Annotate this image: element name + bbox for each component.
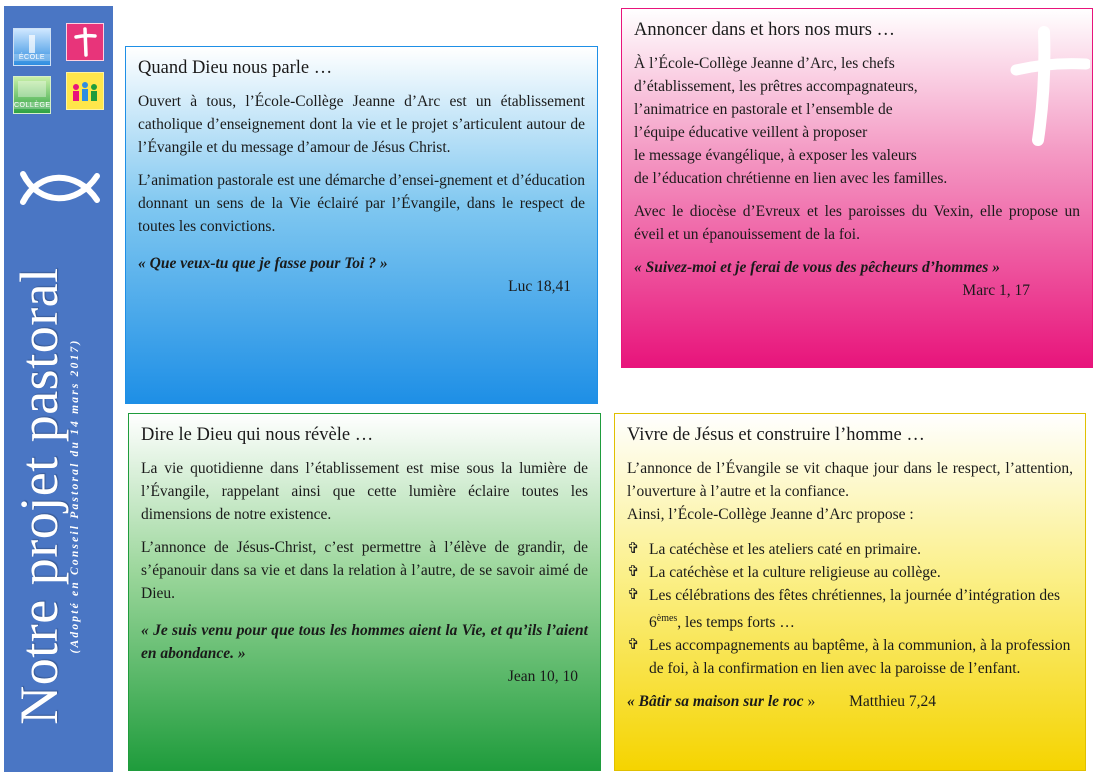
section-title: Quand Dieu nous parle … [138,58,333,78]
cross-logo [66,23,104,61]
bible-reference: Luc 18,41 [508,278,571,295]
bible-quote: « Je suis venu pour que tous les hommes aient la Vie, et qu’ils l’aient en abondance. » [141,622,588,662]
section-paragraph: L’annonce de Jésus-Christ, c’est permettre à l’élève de grandir, de s’épanouir dans sa vie et dans la relation à l’autre, de se savoir aimé de Dieu. [141,539,588,602]
list-item-text: La catéchèse et les ateliers caté en primaire. [649,541,921,558]
page-subtitle: (Adopté en Conseil Pastoral du 14 mars 2017) [69,338,81,654]
section-paragraph: La vie quotidienne dans l’établissement est mise sous la lumière de l’Évangile, rappelant ainsi que cette lumière éclaire toutes les dimensions de notre existence. [141,460,588,523]
paragraph-line: À l’École-Collège Jeanne d’Arc, les chefs [634,55,895,72]
section-paragraph: Ainsi, l’École-Collège Jeanne d’Arc propose : [627,506,914,523]
section-quand-dieu-nous-parle [125,46,598,404]
section-paragraph: Ouvert à tous, l’École-Collège Jeanne d’Arc est un établissement catholique d’enseignement dont la vie et le projet s’articulent autour de l’Évangile et du message d’amour de Jésus Christ. [138,93,585,156]
list-item-text-tail: , les temps forts … [677,614,795,632]
children-icon [67,73,103,109]
section-title: Vivre de Jésus et construire l’homme … [627,425,925,445]
activities-list [627,538,1073,680]
bible-reference: Jean 10, 10 [507,668,578,685]
page-title: Notre projet pastoral [9,267,69,725]
paragraph-line: l’animatrice en pastorale et l’ensemble de [634,101,893,118]
list-item [627,538,1073,561]
bible-quote-line [627,690,1073,713]
bible-reference: Marc 1, 17 [962,282,1030,299]
cross-bullet-icon: ✞ [627,637,640,654]
list-item [627,561,1073,584]
section-title: Annoncer dans et hors nos murs … [634,20,896,40]
section-title: Dire le Dieu qui nous révèle … [141,425,374,445]
bible-quote: « Bâtir sa maison sur le roc [627,693,804,711]
large-cross-icon [1010,26,1090,146]
side-band [4,6,113,772]
superscript: èmes [656,613,678,624]
cross-bullet-icon: ✞ [627,564,640,580]
band-title-block [9,236,109,756]
section-paragraph: L’annonce de l’Évangile se vit chaque jour dans le respect, l’attention, l’ouverture à l’autre et la confiance. [627,460,1073,500]
ichthys-fish-icon [17,166,103,210]
paragraph-line: l’équipe éducative veillent à proposer [634,124,868,141]
paragraph-line: le message évangélique, à exposer les valeurs [634,147,917,164]
band-title-area [4,226,113,766]
section-vivre-de-jesus [614,413,1086,771]
paragraph-line: d’établissement, les prêtres accompagnateurs, [634,78,918,95]
ecole-logo-label: ÉCOLE [14,54,50,61]
quote-close: » [807,693,816,711]
bible-quote: « Suivez-moi et je ferai de vous des pêcheurs d’hommes » [634,259,1000,276]
college-logo [13,76,51,114]
cross-bullet-icon: ✞ [627,587,640,603]
cross-icon [67,24,103,60]
list-item [627,584,1073,634]
cross-bullet-icon: ✞ [627,541,640,557]
section-paragraph: L’animation pastorale est une démarche d’ensei-gnement et d’éducation donnant un sens de la Vie éclairé par l’Évangile, dans le respect de toutes les convictions. [138,172,585,235]
list-item-text: La catéchèse et la culture religieuse au collège. [649,564,941,581]
kids-logo [66,72,104,110]
ecole-logo [13,28,51,66]
bible-reference: Matthieu 7,24 [849,693,937,711]
list-item-text: Les célébrations des fêtes chrétiennes, la journée d’intégration des 6 [649,587,1061,632]
college-logo-label: COLLÈGE [14,102,51,109]
list-item [627,634,1073,680]
list-item-text: Les accompagnements au baptême, à la communion, à la profession de foi, à la confirmation en lien avec la paroisse de l’enfant. [649,637,1071,678]
bible-quote: « Que veux-tu que je fasse pour Toi ? » [138,255,388,272]
paragraph-line: de l’éducation chrétienne en lien avec les familles. [634,170,948,187]
section-paragraph: Avec le diocèse d’Evreux et les paroisses du Vexin, elle propose un éveil et un épanouissement de la foi. [634,203,1080,243]
section-dire-le-dieu [128,413,601,771]
